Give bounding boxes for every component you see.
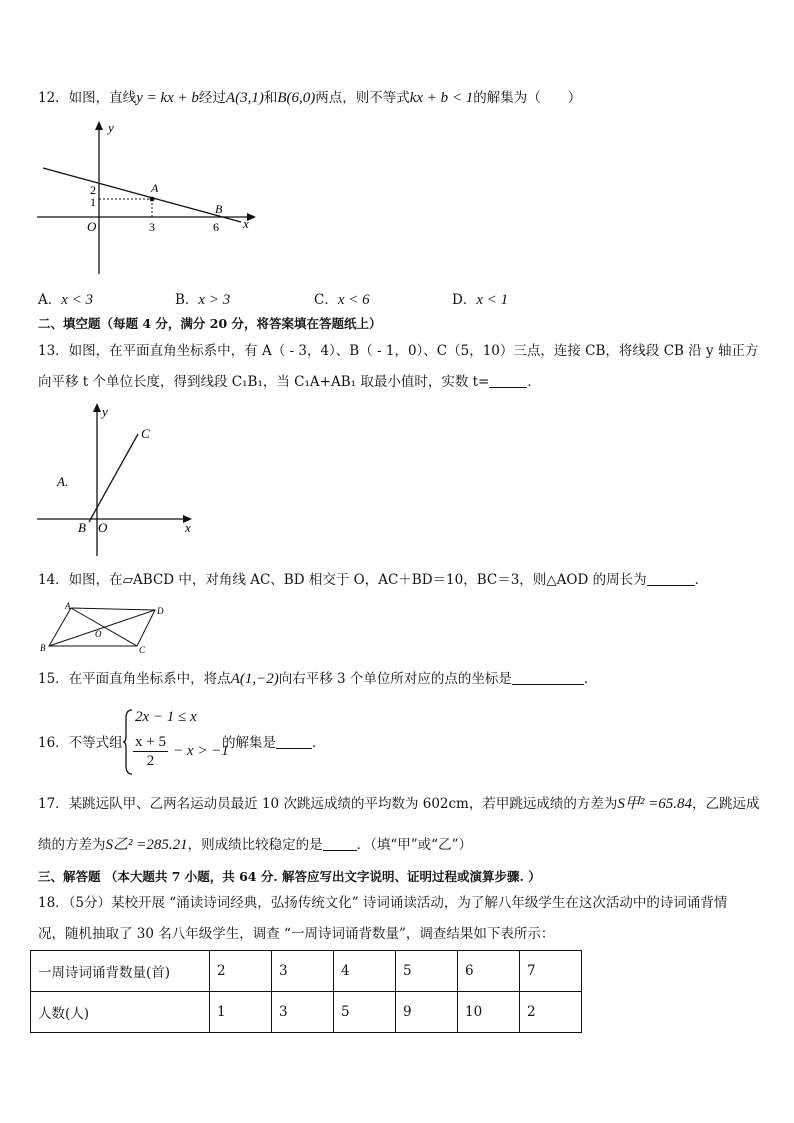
q13-graph xyxy=(35,398,200,560)
q12-graph xyxy=(35,118,260,280)
q14-answer-blank[interactable] xyxy=(647,571,695,586)
q15-answer-blank[interactable] xyxy=(512,670,584,685)
q15-stem: 15．在平面直角坐标系中，将点A(1,−2)向右平移 3 个单位所对应的点的坐标是 ． xyxy=(38,671,598,687)
q16-inequality-2: $\frac{x + 5}{2}$ − x > −1 xyxy=(135,734,229,769)
q15-point: A(1,−2) xyxy=(230,671,279,687)
q13-y-label: y xyxy=(102,404,108,419)
q12-line-equation: y = kx + b xyxy=(136,90,199,106)
q12-y-arrow xyxy=(95,121,103,130)
q13-a-label: A. xyxy=(57,474,69,489)
q14-label-o: O xyxy=(95,629,102,639)
q12-option-c[interactable]: C．x < 6 xyxy=(314,292,370,308)
q13-x-label: x xyxy=(185,520,191,535)
q12-inequality: kx + b < 1 xyxy=(409,90,474,106)
q18-line2: 况，随机抽取了 30 名八年级学生，调查 “一周诗词诵背数量”，调查结果如下表所示： xyxy=(38,926,555,942)
q12-tick-6: 6 xyxy=(213,220,219,234)
table-cell: 5 xyxy=(396,951,458,992)
table-cell: 一周诗词诵背数量(首) xyxy=(31,951,210,992)
table-cell: 4 xyxy=(334,951,396,992)
q12-x-label: x xyxy=(243,216,249,231)
q13-y-arrow xyxy=(93,403,101,412)
table-cell: 3 xyxy=(272,992,334,1033)
q17-line1: 17．某跳远队甲、乙两名运动员最近 10 次跳远成绩的平均数为 602cm，若甲跳远成绩的方差为S甲² =65.84，乙跳远成 xyxy=(38,796,760,812)
q13-line1: 13．如图，在平面直角坐标系中，有 A（ - 3，4）、B（ - 1，0）、C（5，10）三点，连接 CB，将线段 CB 沿 y 轴正方 xyxy=(38,343,759,359)
q13-origin-label: O xyxy=(98,520,108,535)
table-cell: 5 xyxy=(334,992,396,1033)
q13-c-label: C xyxy=(141,426,150,441)
table-cell: 10 xyxy=(458,992,520,1033)
q14-parallelogram xyxy=(38,600,168,655)
table-row xyxy=(31,992,582,1033)
q17-variance-jia: S甲² =65.84 xyxy=(617,796,692,812)
section-3-heading: 三、解答题 （本大题共 7 小题，共 64 分. 解答应写出文字说明、证明过程或演算步骤. ） xyxy=(38,869,541,884)
q12-line-kx-b xyxy=(43,168,241,222)
table-cell: 2 xyxy=(520,992,582,1033)
q12-a-label: A xyxy=(151,181,159,195)
q14-label-b: B xyxy=(40,643,46,653)
table-cell: 3 xyxy=(272,951,334,992)
q12-point-a: A(3,1) xyxy=(225,90,264,106)
q16-prefix: 16．不等式组 xyxy=(38,735,123,751)
q13-line2: 向平移 t 个单位长度，得到线段 C₁B₁，当 C₁A+AB₁ 取最小值时，实数 t= ． xyxy=(38,374,541,390)
table-cell: 人数(人) xyxy=(31,992,210,1033)
section-2-heading: 二、填空题（每题 4 分，满分 20 分，将答案填在答题纸上） xyxy=(38,316,382,331)
table-cell: 9 xyxy=(396,992,458,1033)
q12-b-label: B xyxy=(215,202,223,216)
q13-b-label: B xyxy=(78,520,86,535)
q12-tick-2: 2 xyxy=(90,183,96,197)
q14-label-d: D xyxy=(157,606,164,616)
q12-option-a[interactable]: A．x < 3 xyxy=(38,292,94,308)
table-row xyxy=(31,951,582,992)
q17-answer-blank[interactable] xyxy=(323,836,357,851)
q12-origin-label: O xyxy=(87,219,97,234)
table-cell: 7 xyxy=(520,951,582,992)
q16-answer-blank[interactable] xyxy=(276,734,312,749)
q18-table xyxy=(30,950,582,1033)
q12-y-label: y xyxy=(108,120,114,135)
q12-point-b: B(6,0) xyxy=(277,90,316,106)
q17-variance-yi: S乙² =285.21 xyxy=(105,837,188,853)
q14-label-a: A xyxy=(65,601,71,611)
q12-option-b[interactable]: B．x > 3 xyxy=(175,292,231,308)
q12-tick-1: 1 xyxy=(90,195,96,209)
q12-point-a-dot xyxy=(150,197,155,202)
table-cell: 1 xyxy=(210,992,272,1033)
q18-line1: 18．（5分）某校开展 “涌读诗词经典，弘扬传统文化” 诗词诵读活动，为了解八年级学生在这次活动中的诗词诵背情 xyxy=(38,895,728,911)
q16-suffix: 的解集是 ． xyxy=(222,735,326,751)
q16-inequality-1: 2x − 1 ≤ x xyxy=(135,709,197,725)
table-cell: 2 xyxy=(210,951,272,992)
q14-stem: 14．如图，在▱ABCD 中，对角线 AC、BD 相交于 O，AC＋BD＝10，BC＝3，则△AOD 的周长为 ． xyxy=(38,572,709,588)
table-cell: 6 xyxy=(458,951,520,992)
q12-tick-3: 3 xyxy=(149,220,155,234)
q13-answer-blank[interactable] xyxy=(489,373,527,388)
q12-option-d[interactable]: D．x < 1 xyxy=(452,292,509,308)
q16-fraction: $\frac{x + 5}{2}$ xyxy=(135,734,166,769)
q17-line2: 绩的方差为S乙² =285.21，则成绩比较稳定的是 ．（填“甲”或“乙”） xyxy=(38,837,472,853)
q14-diagonal-bd xyxy=(49,610,155,646)
q14-label-c: C xyxy=(139,645,146,655)
q12-stem: 12．如图，直线y = kx + b经过A(3,1)和B(6,0)两点，则不等式kx + b < 1的解集为（ ） xyxy=(38,90,582,106)
